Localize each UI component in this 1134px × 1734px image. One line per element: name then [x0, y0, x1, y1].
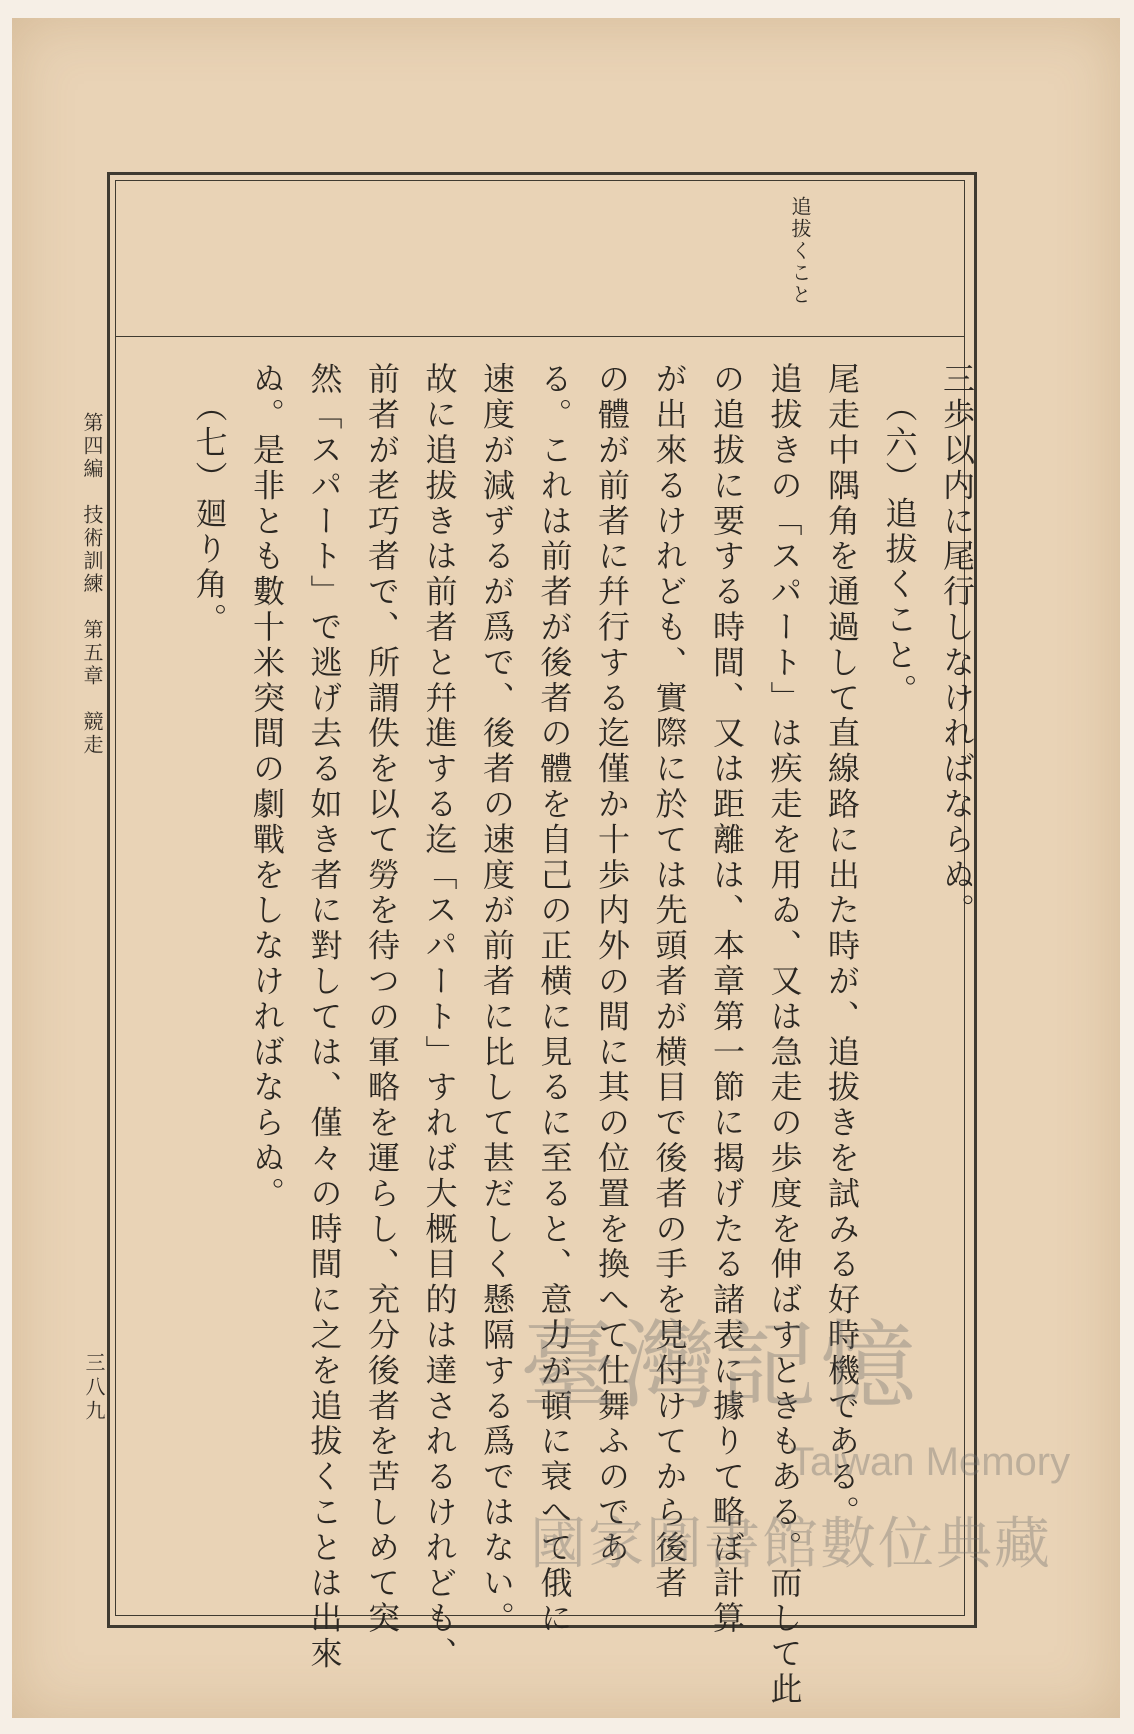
page-number: 三八九 — [82, 1352, 106, 1424]
text-column: が出來るけれども、實際に於ては先頭者が横目で後者の手を見付けてから後者 — [650, 362, 689, 1601]
watermark — [520, 1290, 1080, 1630]
text-column: の追拔に要する時間、又は距離は、本章第一節に揭げたる諸表に據りて略ぼ計算 — [708, 362, 746, 1637]
watermark-english: Taiwan Memory — [790, 1440, 1071, 1484]
margin-chapter-title: 第四編 技術訓練 第五章 競走 — [80, 412, 104, 757]
text-column: 故に追拔きは前者と幷進する迄「スパート」すれば大概目的は達されるけれども、 — [420, 362, 459, 1672]
watermark-chinese: 臺灣記憶 — [520, 1310, 920, 1422]
text-column: ぬ。是非とも數十米突間の劇戰をしなければならぬ。 — [248, 362, 286, 1212]
section-heading: （七）廻り角。 — [190, 390, 229, 638]
text-column: 三歩以内に尾行しなければならぬ。 — [938, 362, 976, 929]
section-heading: （六）追拔くこと。 — [880, 390, 919, 709]
text-column: 追拔きの「スパート」は疾走を用ゐ、又は急走の歩度を伸ばすときもある。而して此 — [765, 362, 804, 1708]
text-column: 前者が老巧者で、所謂佚を以て勞を待つの軍略を運らし、充分後者を苦しめて突 — [363, 362, 401, 1637]
text-column: 尾走中隅角を通過して直線路に出た時が、追拔きを試みる好時機である。 — [823, 362, 861, 1531]
text-column: 然「スパート」で逃げ去る如き者に對しては、僅々の時間に之を追拔くことは出來 — [305, 362, 344, 1672]
watermark-library: 國家圖書館數位典藏 — [530, 1512, 1052, 1577]
running-head: 追拔くこと — [788, 196, 812, 306]
text-column: る。これは前者が後者の體を自己の正横に見るに至ると、意力が頓に衰へて俄に — [535, 362, 574, 1637]
text-column: の體が前者に幷行する迄僅か十歩内外の間に其の位置を換へて仕舞ふのであ — [593, 362, 631, 1566]
header-rule — [115, 336, 965, 337]
text-column: 速度が減ずるが爲で、後者の速度が前者に比して甚だしく懸隔する爲ではない。 — [478, 362, 516, 1637]
